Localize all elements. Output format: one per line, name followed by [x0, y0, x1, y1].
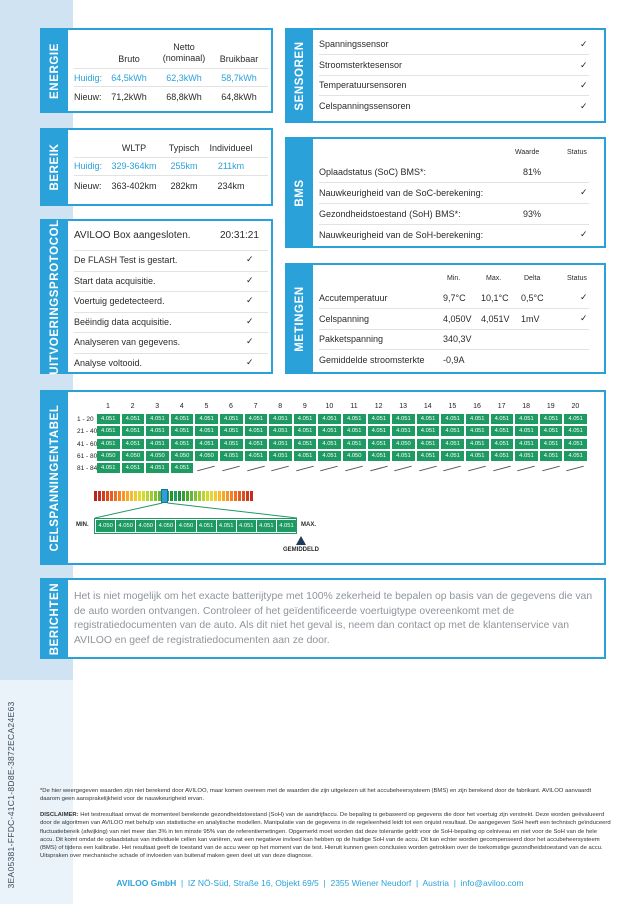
- cell-voltage: 4.051: [122, 439, 145, 449]
- cell-voltage: 4.051: [171, 414, 194, 424]
- protocol-panel: [40, 219, 273, 374]
- average-marker-icon: [296, 536, 306, 545]
- column-number: 2: [130, 403, 135, 410]
- header-status: Status: [567, 149, 587, 156]
- color-scale-segment: [206, 491, 209, 501]
- cell-voltage: 4.051: [564, 426, 587, 436]
- sensor-item: Celspanningssensoren: [319, 100, 411, 111]
- check-icon: ✓: [246, 295, 254, 305]
- header-delta: Delta: [524, 275, 541, 282]
- bereik-panel: [40, 128, 273, 206]
- cell-voltage: 4.051: [564, 439, 587, 449]
- color-scale-segment: [218, 491, 221, 501]
- color-scale-segment: [246, 491, 249, 501]
- max-label: MAX.: [301, 522, 316, 528]
- cell-voltage: 4.051: [294, 451, 317, 461]
- column-number: 18: [522, 403, 531, 410]
- scale-voltage: 4.050: [176, 520, 195, 532]
- divider: [74, 312, 268, 313]
- color-scale-segment: [142, 491, 145, 501]
- cell-voltage: 4.051: [515, 426, 538, 436]
- cell-voltage: 4.051: [294, 439, 317, 449]
- cell-voltage: 4.051: [245, 439, 268, 449]
- meting-min: 9,7°C: [443, 293, 466, 303]
- row-label-nieuw: Nieuw:: [74, 181, 102, 191]
- row-range-label: 81 - 84: [77, 465, 98, 473]
- row-range-label: 21 - 40: [77, 428, 98, 436]
- meting-label: Celspanning: [319, 313, 370, 324]
- header-netto: Netto: [173, 42, 195, 52]
- bms-label: Gezondheidstoestand (SoH) BMS*:: [319, 209, 461, 219]
- huidig-bruto: 64,5kWh: [111, 73, 147, 83]
- color-scale-segment: [138, 491, 141, 501]
- nieuw-typisch: 282km: [170, 181, 198, 191]
- cell-voltage: 4.050: [146, 451, 169, 461]
- cell-voltage: 4.050: [171, 451, 194, 461]
- color-scale-segment: [182, 491, 185, 501]
- color-scale-segment: [150, 491, 153, 501]
- row-range-label: 61 - 80: [77, 452, 98, 460]
- cell-voltage: 4.051: [515, 439, 538, 449]
- column-number: 12: [374, 403, 383, 410]
- bms-panel: [285, 137, 606, 248]
- color-scale-segment: [214, 491, 217, 501]
- cell-voltage: 4.051: [97, 439, 120, 449]
- divider: [319, 203, 589, 204]
- cell-voltage: 4.051: [491, 414, 514, 424]
- berichten-tab: BERICHTEN: [42, 580, 68, 657]
- divider: [319, 224, 589, 225]
- check-icon: ✓: [246, 254, 254, 264]
- header-individueel: Individueel: [209, 143, 253, 153]
- cell-voltage: 4.051: [515, 451, 538, 461]
- protocol-step: Analyse voltooid.: [74, 357, 143, 368]
- color-scale-segment: [122, 491, 125, 501]
- cell-voltage: 4.051: [146, 463, 169, 473]
- color-scale-segment: [110, 491, 113, 501]
- divider: [319, 182, 589, 183]
- divider: [74, 157, 268, 158]
- cell-voltage: 4.051: [466, 426, 489, 436]
- cell-voltage: 4.051: [441, 439, 464, 449]
- scale-voltage: 4.050: [156, 520, 175, 532]
- column-number: 11: [350, 403, 358, 410]
- scale-voltage: 4.051: [217, 520, 236, 532]
- cell-voltage: 4.051: [269, 451, 292, 461]
- scale-voltage: 4.050: [96, 520, 115, 532]
- footer-country: Austria: [422, 878, 449, 888]
- divider: [319, 95, 589, 96]
- cell-voltage: 4.051: [122, 463, 145, 473]
- sensor-item: Temperatuursensoren: [319, 80, 407, 90]
- check-icon: ✓: [580, 229, 588, 239]
- disclaimer: [40, 811, 612, 861]
- cell-voltage: 4.051: [294, 426, 317, 436]
- metingen-tab: METINGEN: [287, 265, 313, 372]
- cell-voltage: 4.051: [540, 414, 563, 424]
- divider: [319, 308, 589, 309]
- column-number: 17: [497, 403, 506, 410]
- color-scale-segment: [174, 491, 177, 501]
- average-label: GEMIDDELD: [283, 547, 319, 553]
- bms-value: 93%: [523, 209, 542, 219]
- check-icon: ✓: [580, 187, 588, 197]
- cell-voltage: 4.051: [220, 426, 243, 436]
- meting-delta: 0,5°C: [521, 293, 544, 303]
- protocol-time: 20:31:21: [220, 230, 259, 241]
- scale-voltage: 4.051: [257, 520, 276, 532]
- cell-voltage: 4.051: [491, 451, 514, 461]
- row-range-label: 1 - 20: [77, 416, 94, 423]
- nieuw-bruto: 71,2kWh: [111, 92, 147, 102]
- nieuw-netto: 68,8kWh: [166, 92, 202, 102]
- color-scale-segment: [134, 491, 137, 501]
- check-icon: ✓: [246, 336, 254, 346]
- column-number: 7: [253, 403, 258, 410]
- cell-voltage: 4.050: [195, 451, 218, 461]
- divider: [319, 329, 589, 330]
- column-number: 19: [546, 403, 555, 410]
- divider: [74, 291, 268, 292]
- meting-delta: 1mV: [521, 313, 540, 324]
- color-scale-segment: [194, 491, 197, 501]
- cell-voltage: 4.051: [97, 463, 120, 473]
- header-typisch: Typisch: [168, 143, 200, 153]
- color-scale-segment: [114, 491, 117, 501]
- cell-voltage: 4.051: [97, 414, 120, 424]
- cell-voltage: 4.051: [417, 451, 440, 461]
- column-number: 4: [179, 403, 184, 410]
- cell-voltage: 4.051: [171, 439, 194, 449]
- protocol-step: Beëindig data acquisitie.: [74, 316, 172, 327]
- cell-voltage: 4.051: [491, 439, 514, 449]
- column-number: 9: [302, 403, 307, 410]
- header-status: Status: [567, 275, 587, 282]
- huidig-wltp: 329-364km: [111, 161, 157, 171]
- nieuw-wltp: 363-402km: [111, 181, 157, 191]
- footer: AVILOO GmbH | IZ NÖ-Süd, Straße 16, Objekt 69/5 | 2355 Wiener Neudorf | Austria | info@aviloo.com: [116, 878, 524, 888]
- protocol-step: De FLASH Test is gestart.: [74, 255, 178, 265]
- row-label-nieuw: Nieuw:: [74, 92, 102, 102]
- cell-voltage: 4.051: [269, 414, 292, 424]
- divider: [319, 75, 589, 76]
- cell-voltage: 4.051: [466, 414, 489, 424]
- column-number: 8: [278, 403, 283, 410]
- bms-label: Nauwkeurigheid van de SoC-berekening:: [319, 188, 484, 198]
- energie-panel: [40, 28, 273, 113]
- cell-voltage: 4.051: [146, 439, 169, 449]
- huidig-individueel: 211km: [217, 161, 245, 171]
- header-waarde: Waarde: [515, 149, 540, 156]
- color-scale-segment: [102, 491, 105, 501]
- min-label: MIN.: [76, 522, 89, 528]
- cell-voltage: 4.051: [269, 426, 292, 436]
- cell-voltage: 4.051: [245, 414, 268, 424]
- color-scale-segment: [242, 491, 245, 501]
- cell-voltage: 4.051: [491, 426, 514, 436]
- cell-voltage: 4.051: [540, 451, 563, 461]
- column-number: 3: [155, 403, 160, 410]
- color-scale-segment: [170, 491, 173, 501]
- color-scale-segment: [226, 491, 229, 501]
- huidig-typisch: 255km: [170, 161, 198, 171]
- row-label-huidig: Huidig:: [74, 161, 103, 171]
- row-label-huidig: Huidig:: [74, 73, 103, 83]
- bms-label: Nauwkeurigheid van de SoH-berekening:: [319, 230, 484, 240]
- column-number: 16: [473, 403, 481, 410]
- sensoren-panel: [285, 28, 606, 123]
- color-scale-segment: [202, 491, 205, 501]
- bms-value: 81%: [523, 167, 542, 177]
- meting-max: 4,051V: [481, 313, 510, 324]
- cell-voltage: 4.051: [368, 439, 391, 449]
- sensor-item: Spanningssensor: [319, 39, 389, 49]
- cell-voltage: 4.051: [515, 414, 538, 424]
- disclaimer-label: DISCLAIMER:: [40, 812, 79, 818]
- column-number: 6: [229, 403, 233, 410]
- divider: [319, 54, 589, 55]
- bereik-tab: BEREIK: [42, 130, 68, 204]
- cell-voltage: 4.051: [97, 426, 120, 436]
- cell-voltage: 4.051: [417, 414, 440, 424]
- color-scale-segment: [154, 491, 157, 501]
- cell-voltage: 4.051: [220, 451, 243, 461]
- header-min: Min.: [447, 275, 461, 282]
- cell-voltage: 4.051: [220, 439, 243, 449]
- cell-voltage: 4.051: [368, 451, 391, 461]
- scale-voltage: 4.050: [136, 520, 155, 532]
- header-bruikbaar: Bruikbaar: [219, 54, 259, 64]
- divider: [74, 353, 268, 354]
- cell-voltage: 4.051: [540, 439, 563, 449]
- cell-voltage: 4.051: [195, 414, 218, 424]
- column-number: 14: [423, 403, 432, 410]
- divider: [319, 349, 589, 350]
- disclaimer-text: Het testresultaat omvat de momenteel berekende gezondheidstoestand (SoH) van de aandrijfaccu. De bepaling is gebaseerd op gegevens die door het voertuig zijn verstrekt. Deze worden geëvalueerd door de algoritmen van AVILOO met behulp van statistische en analytische modellen. Manipulatie van de gegevens in de regeleenheid leidt tot een onjuist resultaat. De aangegeven SoH heeft een technisch geïnduceerd fluctuatiebereik (afwijking) van niet meer dan 3% in ten minste 95% van de referentiemetingen. Opgemerkt moet worden dat deze tolerantie geldt voor de SoH-bepaling op celniveau en niet voor de SoH van de hele accu. Dit komt omdat de oplaadstatus van individuele cellen kan variëren, wat een negatieve invloed kan hebben op de huidige SoH van de accu. Dit kan echter worden gecompenseerd door het accubeheersysteem (BMS) of tijdens een kalibratie. Het resultaat geeft de toestand van de accu weer op het moment van de test. Hieruit kunnen geen conclusies worden getrokken over de toekomstige gezondheidstoestand van de accu. Uitspraken over mechanische schade of invloeden van buitenaf maken geen deel uit van deze diagnose.: [40, 812, 611, 860]
- meting-min: 340,3V: [443, 334, 472, 344]
- cell-voltage: 4.051: [318, 414, 341, 424]
- cell-voltage: 4.051: [392, 451, 415, 461]
- color-scale-segment: [118, 491, 121, 501]
- scale-indicator-icon: [161, 489, 168, 503]
- divider: [74, 86, 268, 87]
- cell-voltage: 4.050: [97, 451, 120, 461]
- cell-voltage: 4.051: [564, 451, 587, 461]
- cell-voltage: 4.051: [269, 439, 292, 449]
- check-icon: ✓: [580, 292, 588, 302]
- row-range-label: 41 - 60: [77, 440, 98, 448]
- color-scale-segment: [130, 491, 133, 501]
- nieuw-bruikbaar: 64,8kWh: [221, 92, 257, 102]
- color-scale-segment: [234, 491, 237, 501]
- cell-voltage: 4.051: [392, 426, 415, 436]
- check-icon: ✓: [246, 356, 254, 367]
- cell-voltage: 4.051: [540, 426, 563, 436]
- check-icon: ✓: [246, 315, 254, 326]
- cell-voltage: 4.051: [294, 414, 317, 424]
- scale-voltage: 4.051: [237, 520, 256, 532]
- column-number: 20: [571, 403, 580, 410]
- cell-voltage: 4.051: [171, 426, 194, 436]
- meting-label: Pakketspanning: [319, 334, 384, 344]
- color-scale-segment: [146, 491, 149, 501]
- cell-voltage: 4.051: [441, 426, 464, 436]
- cell-voltage: 4.051: [417, 439, 440, 449]
- huidig-bruikbaar: 58,7kWh: [221, 73, 257, 83]
- cell-voltage: 4.051: [564, 414, 587, 424]
- protocol-step: Start data acquisitie.: [74, 275, 156, 286]
- footer-company: AVILOO GmbH: [116, 878, 177, 888]
- cell-voltage: 4.051: [417, 426, 440, 436]
- sensor-item: Stroomsterktesensor: [319, 59, 403, 70]
- cell-voltage: 4.051: [195, 439, 218, 449]
- cell-voltage: 4.051: [441, 414, 464, 424]
- celspanning-tab: CELSPANNINGENTABEL: [42, 392, 68, 563]
- color-scale-segment: [106, 491, 109, 501]
- color-scale-segment: [250, 491, 253, 501]
- cell-voltage: 4.051: [368, 414, 391, 424]
- divider: [74, 68, 268, 69]
- footer-city: 2355 Wiener Neudorf: [330, 878, 412, 888]
- scale-voltage: 4.050: [116, 520, 135, 532]
- min-max-scale: [94, 518, 297, 534]
- cell-voltage: 4.051: [392, 414, 415, 424]
- column-number: 13: [399, 403, 408, 410]
- cell-voltage: 4.050: [343, 451, 366, 461]
- protocol-step: Voertuig gedetecteerd.: [74, 296, 165, 306]
- color-scale-segment: [178, 491, 181, 501]
- divider: [74, 250, 268, 251]
- column-number: 1: [106, 403, 110, 410]
- berichten-text: Het is niet mogelijk om het exacte batterijtype met 100% zekerheid te bepalen op basis van de gegevens die van de auto worden ontvangen. Controleer of het geïdentificeerde voertuigtype overeenkomt met de registratiedocumenten van de auto. Als dit niet het geval is, neem dan contact op met de klantenservice van AVILOO en geef de registratiedocumenten aan ze door.: [74, 591, 593, 646]
- cell-voltage: 4.051: [146, 426, 169, 436]
- scale-voltage: 4.051: [277, 520, 296, 532]
- cell-voltage: 4.051: [318, 451, 341, 461]
- color-scale-segment: [222, 491, 225, 501]
- cell-voltage: 4.050: [122, 451, 145, 461]
- color-scale-segment: [230, 491, 233, 501]
- check-icon: ✓: [246, 274, 254, 285]
- protocol-step: Analyseren van gegevens.: [74, 337, 181, 347]
- cell-voltage: 4.051: [245, 426, 268, 436]
- color-scale-segment: [238, 491, 241, 501]
- bms-tab: BMS: [287, 139, 313, 246]
- footer-email[interactable]: info@aviloo.com: [460, 878, 524, 888]
- column-number: 15: [448, 403, 457, 410]
- meting-label: Accutemperatuur: [319, 293, 388, 303]
- check-icon: ✓: [580, 59, 588, 70]
- header-max: Max.: [486, 275, 502, 282]
- color-scale-segment: [198, 491, 201, 501]
- color-scale-segment: [210, 491, 213, 501]
- color-scale-segment: [98, 491, 101, 501]
- energie-tab: ENERGIE: [42, 30, 68, 111]
- cell-voltage: 4.051: [245, 451, 268, 461]
- document-id: 3EA05381-FFDC-41C1-8D8E-3872ECA24E63: [6, 701, 16, 889]
- check-icon: ✓: [580, 312, 588, 323]
- color-scale-segment: [186, 491, 189, 501]
- cell-voltage: 4.051: [441, 451, 464, 461]
- cell-voltage: 4.051: [122, 414, 145, 424]
- sensoren-tab: SENSOREN: [287, 30, 313, 121]
- footer-address: IZ NÖ-Süd, Straße 16, Objekt 69/5: [187, 878, 319, 888]
- metingen-panel: [285, 263, 606, 374]
- bms-label: Oplaadstatus (SoC) BMS*:: [319, 167, 427, 177]
- cell-voltage: 4.051: [220, 414, 243, 424]
- column-number: 5: [204, 403, 209, 410]
- cell-voltage: 4.051: [466, 439, 489, 449]
- divider: [74, 271, 268, 272]
- cell-voltage: 4.051: [195, 426, 218, 436]
- scale-voltage: 4.051: [197, 520, 216, 532]
- cell-voltage: 4.051: [146, 414, 169, 424]
- check-icon: ✓: [580, 39, 588, 49]
- protocol-tab: UITVOERINGSPROTOCOL: [42, 221, 68, 372]
- color-scale-segment: [126, 491, 129, 501]
- cell-voltage: 4.051: [343, 426, 366, 436]
- protocol-title: AVILOO Box aangesloten.: [74, 230, 191, 241]
- meting-min: -0,9A: [443, 354, 465, 365]
- cell-voltage: 4.051: [318, 439, 341, 449]
- check-icon: ✓: [580, 80, 588, 90]
- huidig-netto: 62,3kWh: [166, 73, 202, 83]
- cell-voltage: 4.051: [122, 426, 145, 436]
- cell-voltage: 4.051: [171, 463, 194, 473]
- cell-voltage: 4.051: [368, 426, 391, 436]
- footnote: *De hier weergegeven waarden zijn niet berekend door AVILOO, maar komen overeen met de waarden die zijn uitgelezen uit het accubeheersysteem (BMS) en zijn berekend door de fabrikant. AVILOO aanvaardt daarom geen aansprakelijkheid voor de nauwkeurigheid ervan.: [40, 788, 592, 803]
- color-scale-segment: [94, 491, 97, 501]
- meting-max: 10,1°C: [481, 293, 509, 303]
- meting-min: 4,050V: [443, 313, 472, 324]
- cell-voltage: 4.051: [343, 439, 366, 449]
- header-netto-sub: (nominaal): [162, 53, 206, 63]
- cell-voltage: 4.050: [392, 439, 415, 449]
- berichten-panel: [40, 578, 606, 659]
- color-scale-segment: [190, 491, 193, 501]
- meting-label: Gemiddelde stroomsterkte: [319, 354, 425, 365]
- column-number: 10: [325, 403, 334, 410]
- cell-voltage: 4.051: [343, 414, 366, 424]
- divider: [74, 175, 268, 176]
- header-wltp: WLTP: [121, 143, 147, 153]
- divider: [74, 332, 268, 333]
- cell-voltage: 4.051: [318, 426, 341, 436]
- cell-voltage: 4.051: [466, 451, 489, 461]
- nieuw-individueel: 234km: [217, 181, 245, 191]
- check-icon: ✓: [580, 100, 588, 111]
- header-bruto: Bruto: [118, 54, 140, 64]
